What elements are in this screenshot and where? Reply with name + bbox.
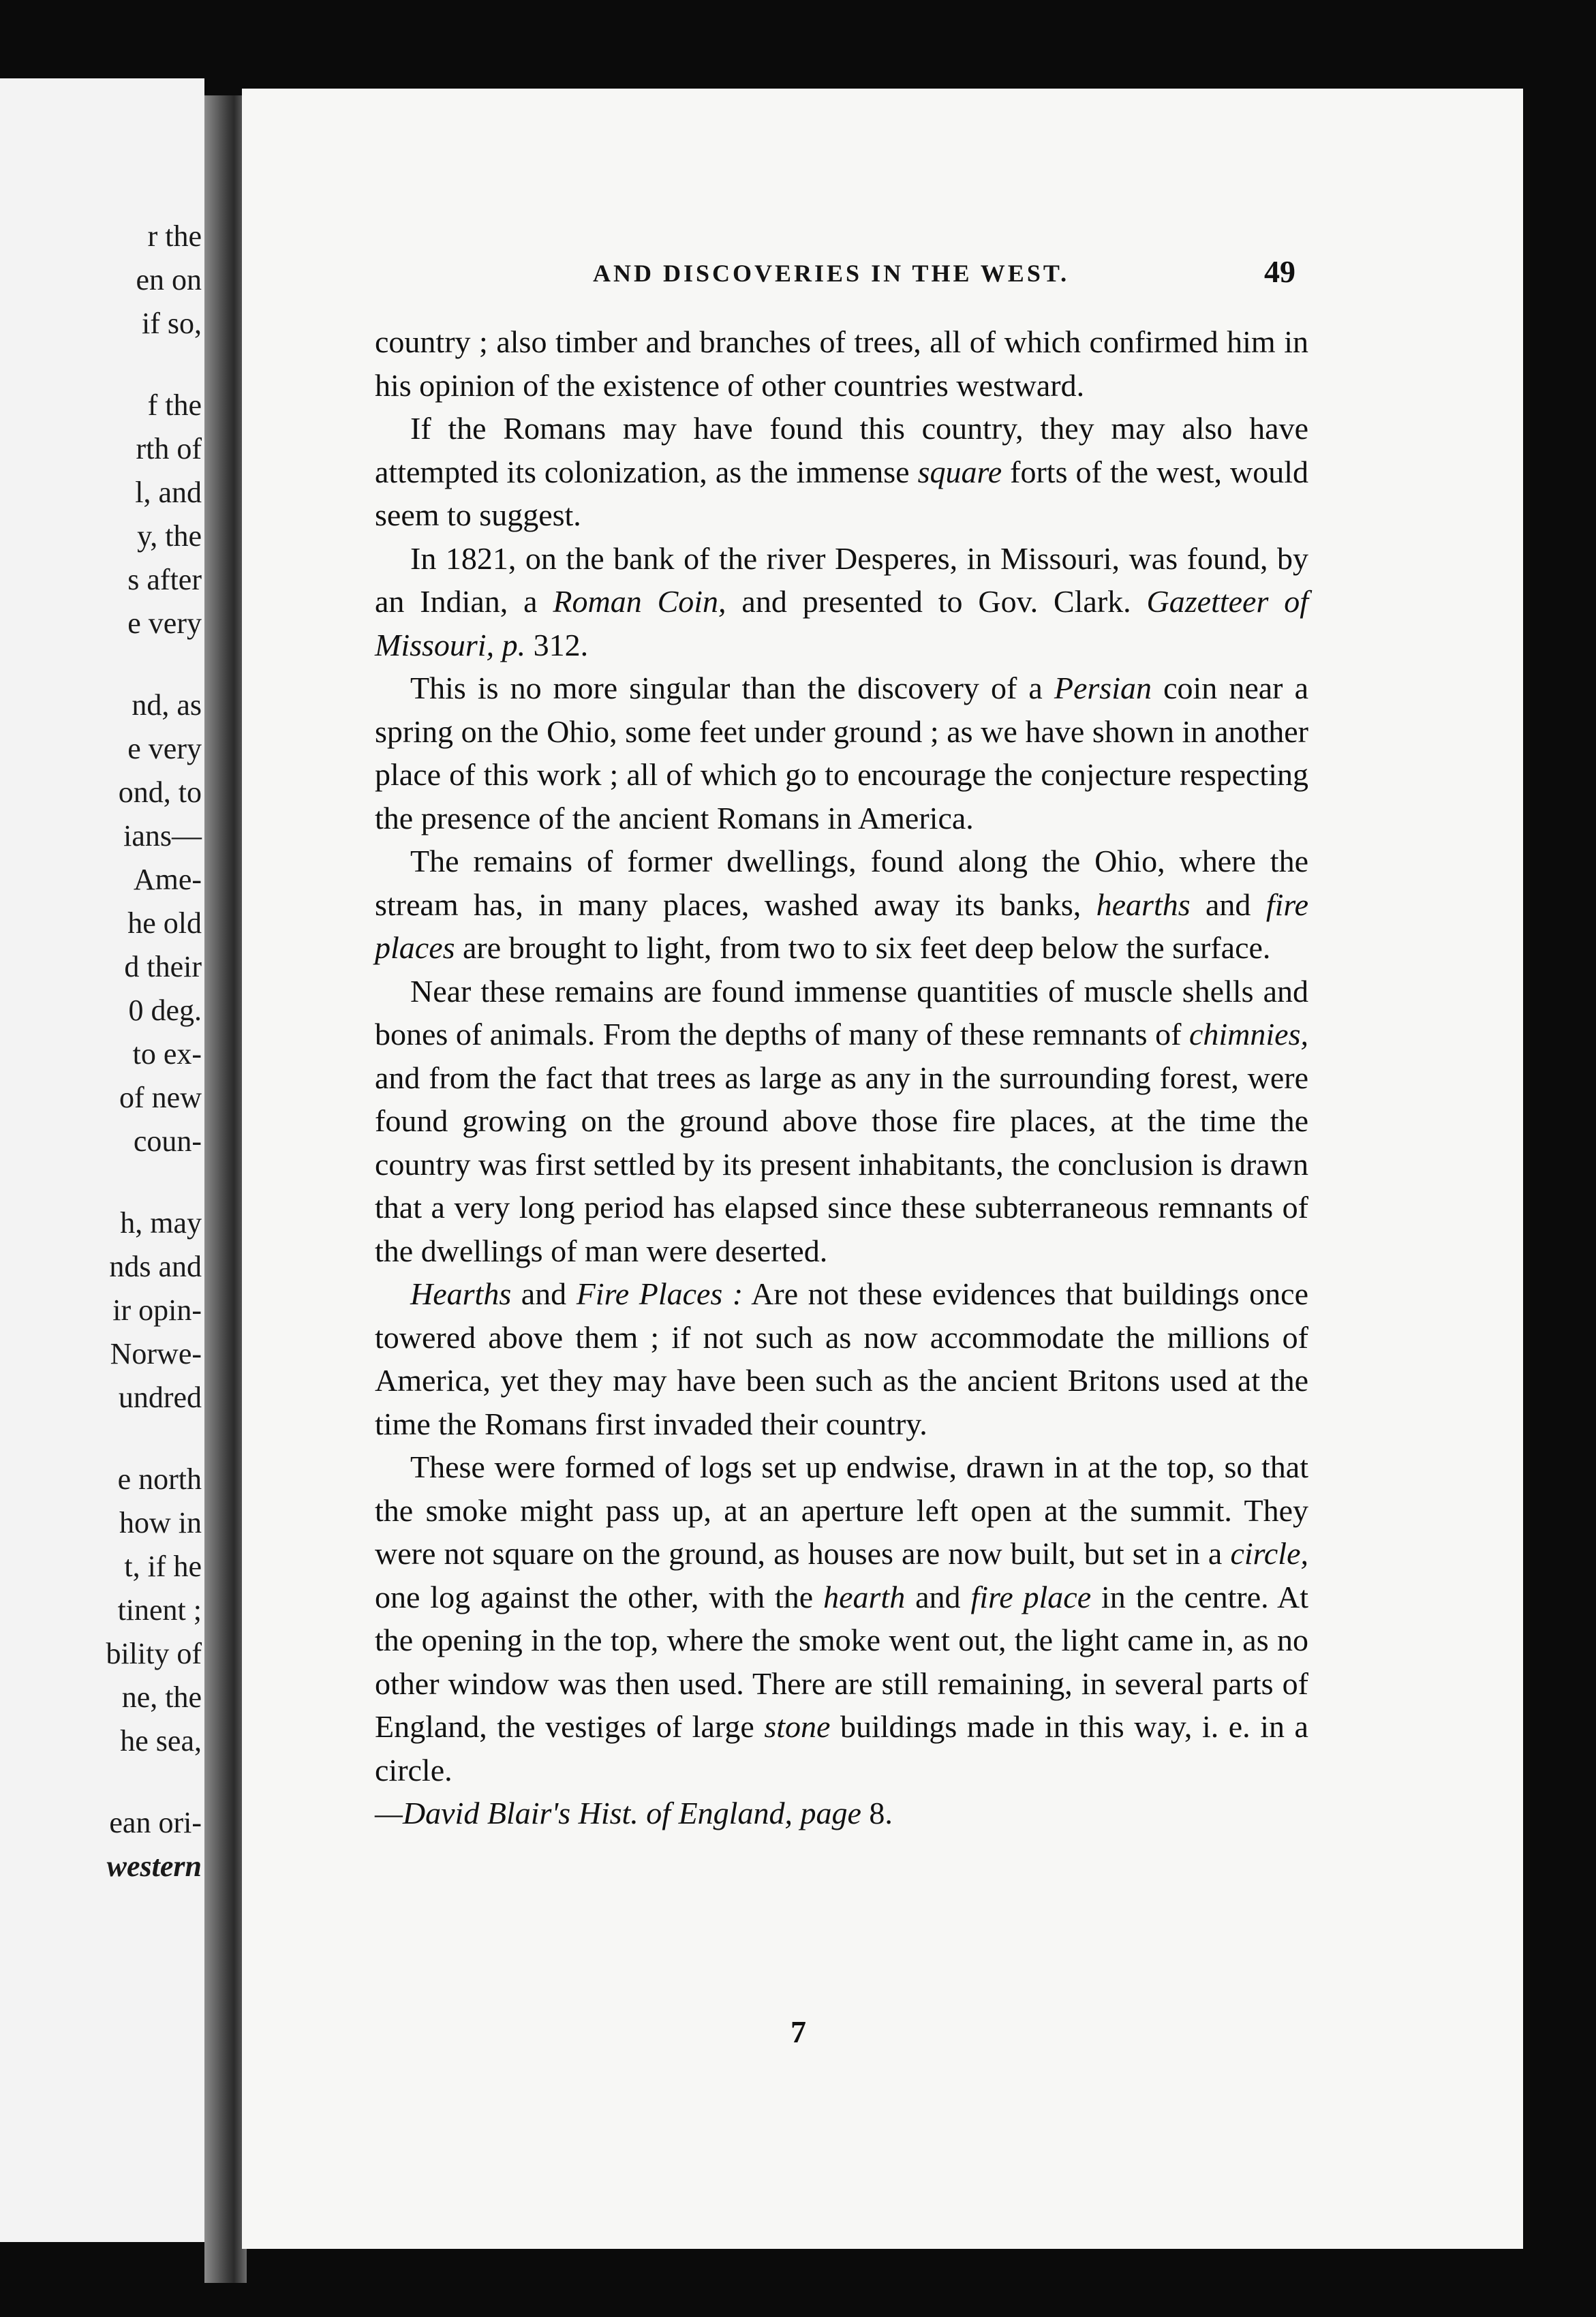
left-page-line: e very [127,732,202,765]
paragraph-6: Near these remains are found immense quantities of muscle shells and bones of animals. From the depths of many of these remnants of chimnies, and from the fact that trees as large as any in the surrounding forest, were found growing on the ground above those fire places, at the time the country was first settled by its present inhabitants, the conclusion is drawn that a very long period has elapsed since these subterraneous remnants of the dwellings of man were deserted. [375,973,1308,1268]
left-page-line: en on [136,263,202,296]
paragraph-5: The remains of former dwellings, found along the Ohio, where the stream has, in many places, washed away its banks, hearths and fire places are brought to light, from two to six feet deep below the surface. [375,844,1308,965]
left-page-line: d their [124,950,202,983]
left-page-line: ir opin- [112,1293,202,1327]
left-page-line: 0 deg. [128,994,202,1027]
book-gutter [204,95,247,2283]
left-page-line: Norwe- [110,1337,202,1370]
left-page-line: e north [117,1462,202,1496]
left-page-line: he old [127,906,202,940]
left-page-line: if so, [142,307,202,340]
left-page-line: nds and [109,1250,202,1283]
paragraph-8: These were formed of logs set up endwise, drawn in at the top, so that the smoke might pass up, at an aperture left open at the summit. They were not square on the ground, as houses are now built, but set in a circle, one log against the other, with the hearth and fire place in the centre. At the opening in the top, where the smoke went out, the light came in, as no other window was then used. There are still remaining, in several parts of England, the vestiges of large stone buildings made in this way, i. e. in a circle. —David Blair's Hist. of England, page 8. [375,1449,1308,1830]
left-page-line: he sea, [120,1724,202,1758]
left-page-line: coun- [133,1124,202,1158]
left-page-line: ean ori- [109,1806,202,1839]
left-page-line: nd, as [132,688,202,722]
left-page-line: tinent ; [117,1593,202,1627]
left-page-line: ne, the [121,1681,202,1714]
left-page-line: r the [147,219,202,253]
left-page-line: l, and [135,476,202,509]
left-page-line: Ame- [133,863,202,896]
left-page-line: e very [127,607,202,640]
page-number: 49 [1264,254,1295,289]
left-page-line: h, may [120,1206,202,1240]
book-page [242,89,1523,2249]
left-page-line: to ex- [132,1037,202,1071]
left-page-line: bility of [106,1637,202,1670]
left-page-line: t, if he [124,1550,202,1583]
signature-mark: 7 [791,2014,806,2049]
citation-gazetteer: Gazetteer of Missouri, p. [375,584,1308,662]
left-page-line: f the [147,388,202,422]
left-page-line: how in [119,1506,202,1539]
left-page-line: y, the [137,519,202,553]
running-head: AND DISCOVERIES IN THE WEST. [593,260,1070,287]
paragraph-7: Hearths and Fire Places : Are not these evidences that buildings once towered above them ; if not such as now accommodate the millions of America, yet they may have been such as the ancient Britons used at the time the Romans first invaded their country. [375,1276,1308,1441]
left-page-line: ians— [123,819,202,853]
body-text [375,320,1308,1835]
paragraph-2: If the Romans may have found this country, they may also have attempted its colonization, as the immense square forts of the west, would seem to suggest. [375,411,1308,532]
citation-blair: —David Blair's Hist. of England, [375,1796,793,1830]
paragraph-1: country ; also timber and branches of trees, all of which confirmed him in his opinion of the existence of other countries westward. [375,324,1308,403]
left-page-line: ond, to [118,776,202,809]
left-page-line: rth of [136,432,202,465]
left-page-fragment [0,78,204,2242]
left-page-line: of new [119,1081,202,1114]
left-page-line: s after [127,563,202,596]
left-page-line: western [106,1850,202,1883]
page-header [242,254,1523,300]
paragraph-3: In 1821, on the bank of the river Desperes, in Missouri, was found, by an Indian, a Roman Coin, and presented to Gov. Clark. Gazetteer of Missouri, p. 312. [375,540,1308,662]
left-page-line: undred [118,1381,202,1414]
paragraph-4: This is no more singular than the discovery of a Persian coin near a spring on the Ohio, some feet under ground ; as we have shown in another place of this work ; all of which go to encourage the conjecture respecting the presence of the ancient Romans in America. [375,671,1308,835]
